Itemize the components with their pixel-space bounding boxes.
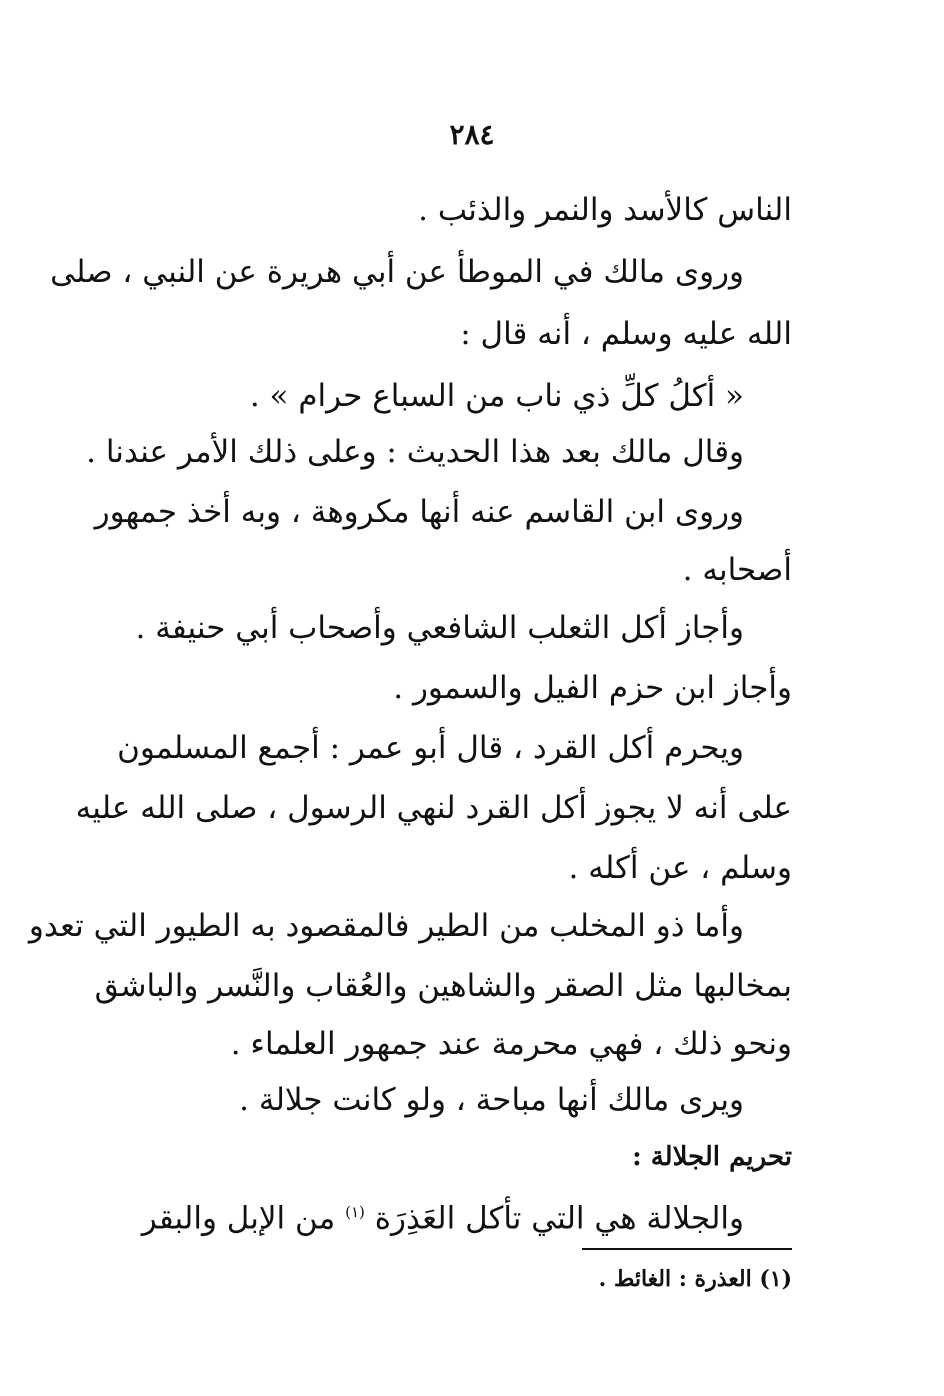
text-line: وأجاز ابن حزم الفيل والسمور . (393, 670, 792, 706)
text-fragment: والجلالة هي التي تأكل العَذِرَة (374, 1200, 744, 1237)
text-line: بمخالبها مثل الصقر والشاهين والعُقاب والنَّسر والباشق (94, 968, 792, 1004)
text-line-with-footnote (120, 1192, 744, 1238)
section-heading: تحريم الجلالة : (632, 1142, 792, 1172)
text-line: وروى مالك في الموطأ عن أبي هريرة عن النبي ، صلى (50, 254, 744, 290)
text-line: وسلم ، عن أكله . (568, 850, 792, 886)
text-line: « أكلُ كلِّ ذي ناب من السباع حرام » . (249, 378, 744, 414)
text-line: وقال مالك بعد هذا الحديث : وعلى ذلك الأمر عندنا . (86, 434, 744, 470)
text-line: أصحابه . (682, 552, 792, 588)
text-fragment: من الإبل والبقر (141, 1200, 336, 1237)
text-line: ويحرم أكل القرد ، قال أبو عمر : أجمع المسلمون (117, 730, 744, 766)
text-line: على أنه لا يجوز أكل القرد لنهي الرسول ، صلى الله عليه (75, 790, 792, 826)
page-number: ٢٨٤ (449, 118, 495, 151)
text-line: الله عليه وسلم ، أنه قال : (460, 316, 792, 352)
text-line: وأما ذو المخلب من الطير فالمقصود به الطيور التي تعدو (28, 908, 744, 944)
text-line: الناس كالأسد والنمر والذئب . (418, 192, 792, 228)
footnote: (١) العذرة : الغائط . (598, 1266, 792, 1292)
text-line: ونحو ذلك ، فهي محرمة عند جمهور العلماء . (230, 1026, 792, 1062)
footnote-reference: (١) (345, 1203, 365, 1221)
text-line: ويرى مالك أنها مباحة ، ولو كانت جلالة . (239, 1082, 744, 1118)
footnote-divider (582, 1248, 792, 1250)
text-line: وأجاز أكل الثعلب الشافعي وأصحاب أبي حنيفة . (135, 610, 744, 646)
text-line: وروى ابن القاسم عنه أنها مكروهة ، وبه أخذ جمهور (94, 494, 744, 530)
